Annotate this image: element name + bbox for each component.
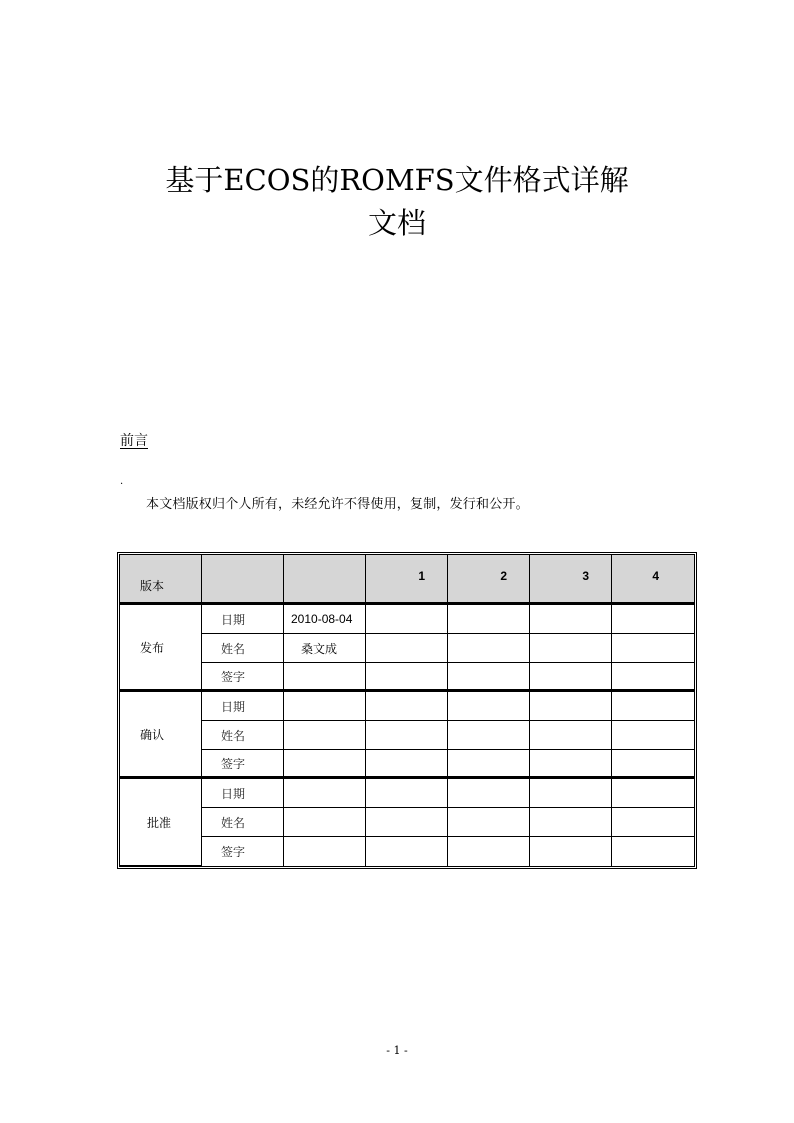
table-cell [366,634,448,663]
field-label: 姓名 [202,634,284,663]
table-cell [448,692,530,721]
table-row [120,750,694,779]
version-table [119,554,695,867]
table-cell [612,837,694,866]
field-value-date [284,692,366,721]
field-value-name [284,808,366,837]
table-cell [530,779,612,808]
table-cell [366,779,448,808]
field-value-name: 桑文成 [284,634,366,663]
table-cell [612,750,694,779]
table-row [120,779,694,808]
table-cell [448,721,530,750]
table-cell [448,837,530,866]
table-cell [612,605,694,634]
table-row [120,634,694,663]
field-label: 日期 [202,692,284,721]
table-cell [612,634,694,663]
table-cell [530,605,612,634]
field-label: 姓名 [202,721,284,750]
table-cell [366,692,448,721]
table-cell [366,808,448,837]
table-cell [530,634,612,663]
table-cell [530,837,612,866]
table-cell [448,750,530,779]
header-empty-cell [284,555,366,605]
table-cell [448,779,530,808]
field-label: 姓名 [202,808,284,837]
field-value-signature [284,750,366,779]
table-row [120,721,694,750]
header-empty-cell [202,555,284,605]
table-row [120,837,694,866]
table-row [120,808,694,837]
field-label: 日期 [202,605,284,634]
table-cell [530,721,612,750]
preface-heading: 前言 [120,433,148,449]
table-header-row [120,555,694,605]
table-cell [612,779,694,808]
table-cell [612,808,694,837]
header-version-2: 2 [448,555,530,605]
table-row [120,692,694,721]
header-version-label: 版本 [120,555,202,605]
field-value-date [284,779,366,808]
header-version-3: 3 [530,555,612,605]
field-value-date: 2010-08-04 [284,605,366,634]
header-version-1: 1 [366,555,448,605]
table-cell [366,750,448,779]
copyright-notice: 本文档版权归个人所有，未经允许不得使用，复制，发行和公开。 [146,497,529,512]
field-label: 日期 [202,779,284,808]
page-number: - 1 - [386,1044,408,1057]
field-value-signature [284,837,366,866]
table-cell [448,605,530,634]
group-label-approve: 批准 [120,779,202,866]
table-cell [366,663,448,692]
table-cell [366,721,448,750]
table-cell [530,692,612,721]
table-cell [612,663,694,692]
field-value-name [284,721,366,750]
field-value-signature [284,663,366,692]
document-title: 基于ECOS的ROMFS文件格式详解 [165,163,629,197]
table-cell [612,721,694,750]
table-cell [530,750,612,779]
table-cell [530,808,612,837]
table-cell [612,692,694,721]
table-cell [448,808,530,837]
field-label: 签字 [202,837,284,866]
document-title-line2: 文档 [367,206,426,240]
table-cell [366,605,448,634]
header-version-4: 4 [612,555,694,605]
table-cell [366,837,448,866]
table-cell [448,634,530,663]
table-cell [530,663,612,692]
field-label: 签字 [202,663,284,692]
field-label: 签字 [202,750,284,779]
table-row [120,663,694,692]
group-label-release: 发布 [120,605,202,692]
table-row [120,605,694,634]
table-cell [448,663,530,692]
stray-dot: . [120,476,124,487]
group-label-confirm: 确认 [120,692,202,779]
